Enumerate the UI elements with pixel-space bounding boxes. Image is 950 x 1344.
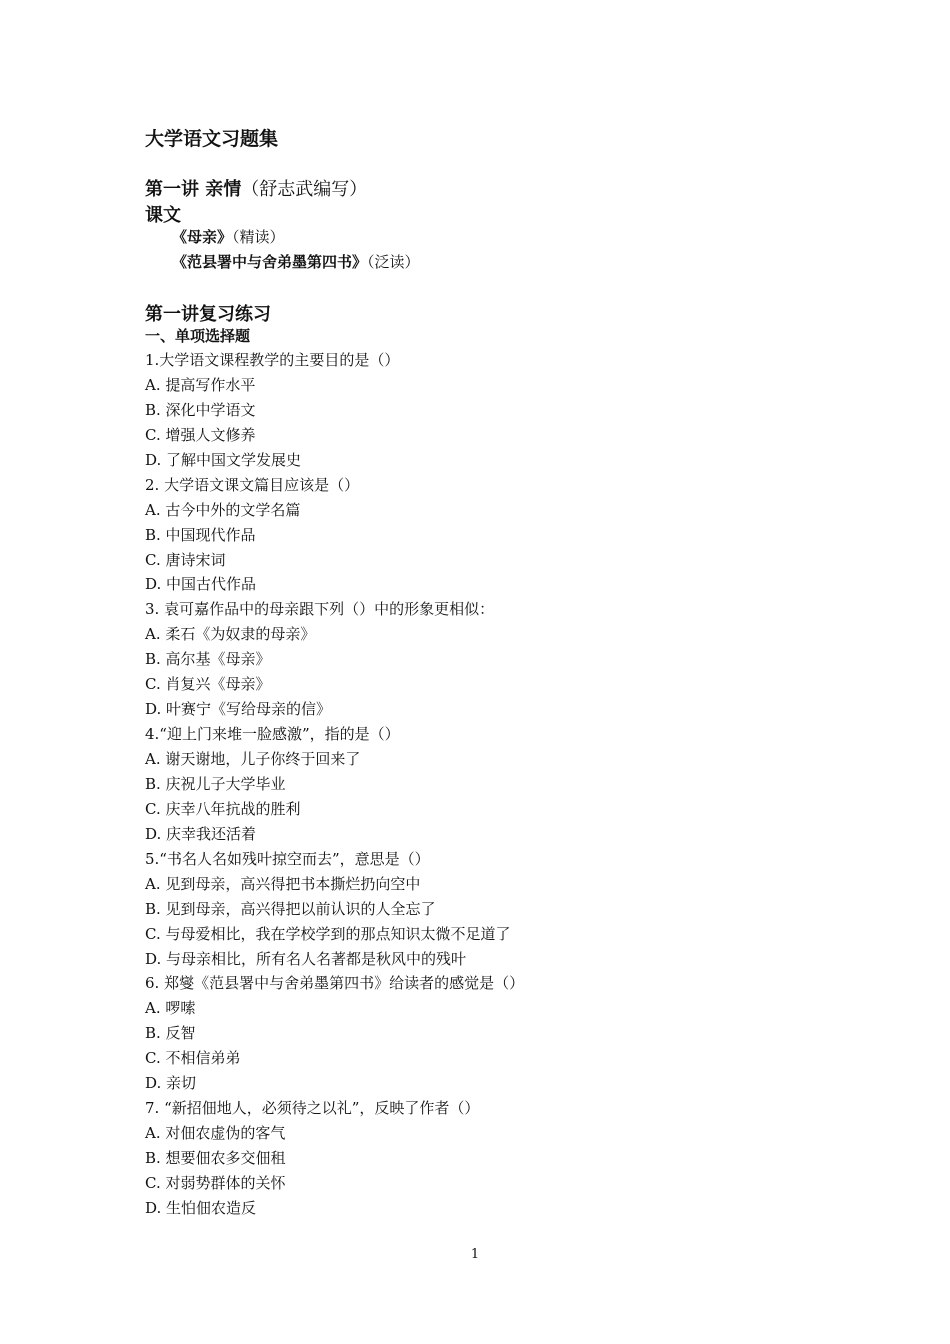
question-line: 4.“迎上门来堆一脸感激”，指的是（）	[145, 725, 400, 744]
document-title: 大学语文习题集	[145, 128, 279, 150]
text-note: （精读）	[232, 228, 285, 246]
section-heading: 课文	[145, 205, 181, 226]
option-line: D. 叶赛宁《写给母亲的信》	[145, 700, 332, 719]
text-entry	[172, 226, 285, 247]
question-line: 5.“书名人名如残叶掠空而去”，意思是（）	[145, 849, 430, 868]
option-line: A. 提高写作水平	[145, 375, 256, 394]
option-line: A. 啰嗦	[145, 999, 196, 1018]
option-line: C. 增强人文修养	[145, 425, 256, 444]
text-note: （泛读）	[367, 253, 420, 271]
option-line: A. 对佃农虚伪的客气	[145, 1124, 286, 1143]
question-line: 6. 郑燮《范县署中与舍弟墨第四书》给读者的感觉是（）	[145, 974, 525, 993]
text-title: 《母亲》	[172, 228, 233, 246]
question-line: 3. 袁可嘉作品中的母亲跟下列（）中的形象更相似：	[145, 600, 495, 619]
option-line: D. 中国古代作品	[145, 575, 257, 594]
question-line: 1.大学语文课程教学的主要目的是（）	[145, 351, 400, 369]
option-line: C. 与母爱相比，我在学校学到的那点知识太微不足道了	[145, 924, 511, 943]
option-line: B. 庆祝儿子大学毕业	[145, 774, 286, 793]
text-title: 《范县署中与舍弟墨第四书》	[172, 253, 368, 271]
option-line: D. 与母亲相比，所有名人名著都是秋风中的残叶	[145, 949, 467, 968]
option-line: D. 了解中国文学发展史	[145, 450, 302, 469]
option-line: B. 深化中学语文	[145, 400, 256, 419]
question-line: 7. “新招佃地人，必须待之以礼”，反映了作者（）	[145, 1099, 480, 1118]
option-line: D. 生怕佃农造反	[145, 1198, 257, 1217]
option-line: C. 庆幸八年抗战的胜利	[145, 799, 301, 818]
option-line: B. 高尔基《母亲》	[145, 650, 271, 669]
option-line: A. 古今中外的文学名篇	[145, 500, 301, 519]
option-line: A. 谢天谢地，儿子你终于回来了	[145, 750, 361, 768]
option-line: C. 不相信弟弟	[145, 1049, 241, 1068]
question-list	[145, 348, 845, 1221]
question-line: 2. 大学语文课文篇目应该是（）	[145, 475, 360, 494]
option-line: B. 反智	[145, 1024, 196, 1043]
option-line: B. 中国现代作品	[145, 525, 256, 544]
option-line: D. 庆幸我还活着	[145, 824, 257, 843]
option-line: C. 肖复兴《母亲》	[145, 675, 271, 694]
option-line: A. 见到母亲，高兴得把书本撕烂扔向空中	[145, 874, 421, 893]
lecture-title: 第一讲 亲情	[145, 179, 242, 200]
option-line: D. 亲切	[145, 1074, 197, 1093]
option-line: A. 柔石《为奴隶的母亲》	[145, 625, 316, 644]
lecture-heading	[145, 175, 367, 201]
option-line: C. 唐诗宋词	[145, 550, 226, 569]
option-line: B. 想要佃农多交佃租	[145, 1149, 286, 1167]
lecture-author: （舒志武编写）	[241, 179, 368, 200]
review-heading: 第一讲复习练习	[145, 304, 271, 325]
text-entry	[172, 251, 420, 272]
option-line: C. 对弱势群体的关怀	[145, 1173, 286, 1192]
page-number: 1	[470, 1247, 480, 1262]
option-line: B. 见到母亲，高兴得把以前认识的人全忘了	[145, 899, 436, 918]
part-heading: 一、单项选择题	[145, 327, 251, 345]
